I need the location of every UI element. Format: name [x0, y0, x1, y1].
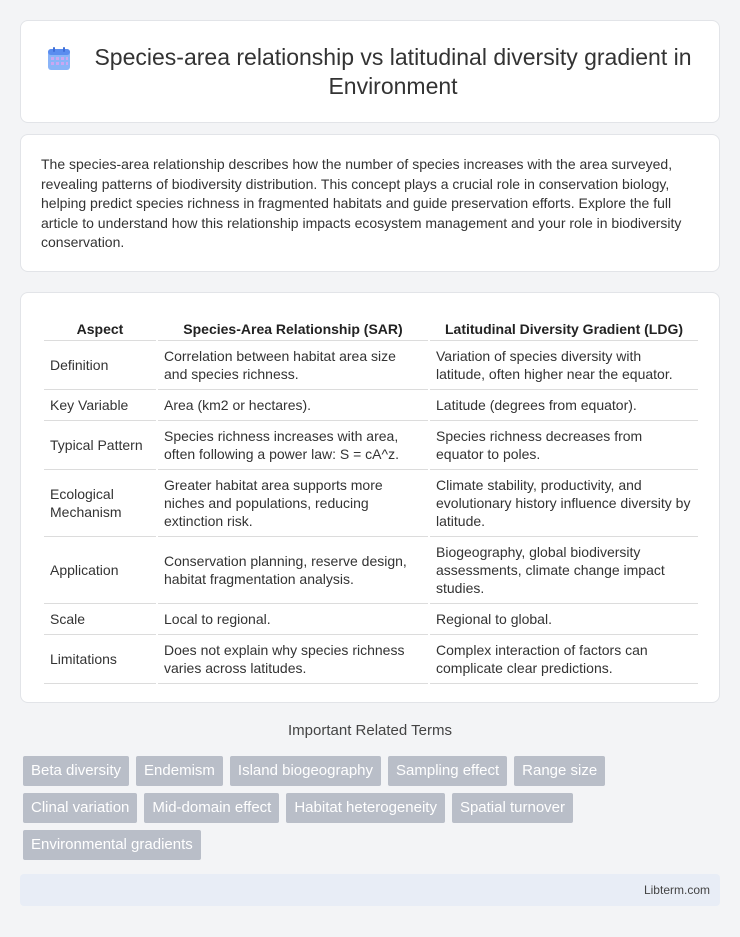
aspect-cell: Ecological Mechanism [44, 470, 156, 537]
tag-sampling-effect[interactable]: Sampling effect [388, 756, 507, 786]
table-row [44, 604, 698, 635]
calendar-icon [45, 45, 73, 73]
ldg-cell: Regional to global. [430, 604, 698, 635]
aspect-cell: Limitations [44, 635, 156, 684]
aspect-cell: Typical Pattern [44, 421, 156, 470]
sar-cell: Greater habitat area supports more niches and populations, reducing extinction risk. [158, 470, 428, 537]
aspect-cell: Scale [44, 604, 156, 635]
comparison-table [42, 313, 700, 684]
header-aspect: Aspect [44, 313, 156, 341]
tag-island-biogeography[interactable]: Island biogeography [230, 756, 381, 786]
aspect-cell: Key Variable [44, 390, 156, 421]
intro-paragraph: The species-area relationship describes how the number of species increases with the area surveyed, revealing patterns of biodiversity distribution. This concept plays a crucial role in conservation biology, helping predict species richness in fragmented habitats and guide preservation efforts. Explore the full article to understand how this relationship impacts ecosystem management and your role in biodiversity conservation. [41, 156, 682, 250]
ldg-cell: Biogeography, global biodiversity assessments, climate change impact studies. [430, 537, 698, 604]
table-row [44, 421, 698, 470]
ldg-cell: Latitude (degrees from equator). [430, 390, 698, 421]
tag-habitat-heterogeneity[interactable]: Habitat heterogeneity [286, 793, 445, 823]
table-row [44, 470, 698, 537]
aspect-cell: Application [44, 537, 156, 604]
comparison-card [20, 292, 720, 703]
related-terms-title: Important Related Terms [288, 722, 452, 739]
intro-card [20, 134, 720, 272]
title-card [20, 20, 720, 123]
table-header-row [44, 313, 698, 341]
tag-range-size[interactable]: Range size [514, 756, 605, 786]
tag-spatial-turnover[interactable]: Spatial turnover [452, 793, 573, 823]
sar-cell: Area (km2 or hectares). [158, 390, 428, 421]
footer-site-link[interactable]: Libterm.com [643, 883, 710, 897]
sar-cell: Correlation between habitat area size and species richness. [158, 341, 428, 390]
sar-cell: Local to regional. [158, 604, 428, 635]
footer [20, 874, 720, 906]
sar-cell: Does not explain why species richness varies across latitudes. [158, 635, 428, 684]
ldg-cell: Variation of species diversity with latitude, often higher near the equator. [430, 341, 698, 390]
sar-cell: Species richness increases with area, often following a power law: S = cA^z. [158, 421, 428, 470]
tag-mid-domain-effect[interactable]: Mid-domain effect [144, 793, 279, 823]
sar-cell: Conservation planning, reserve design, habitat fragmentation analysis. [158, 537, 428, 604]
table-row [44, 341, 698, 390]
header-ldg: Latitudinal Diversity Gradient (LDG) [430, 313, 698, 341]
table-row [44, 537, 698, 604]
ldg-cell: Climate stability, productivity, and evolutionary history influence diversity by latitude. [430, 470, 698, 537]
tag-clinal-variation[interactable]: Clinal variation [23, 793, 137, 823]
tag-endemism[interactable]: Endemism [136, 756, 223, 786]
tag-beta-diversity[interactable]: Beta diversity [23, 756, 129, 786]
ldg-cell: Complex interaction of factors can complicate clear predictions. [430, 635, 698, 684]
ldg-cell: Species richness decreases from equator to poles. [430, 421, 698, 470]
header-sar: Species-Area Relationship (SAR) [158, 313, 428, 341]
table-row [44, 635, 698, 684]
table-row [44, 390, 698, 421]
tag-environmental-gradients[interactable]: Environmental gradients [23, 830, 201, 860]
aspect-cell: Definition [44, 341, 156, 390]
related-terms-list [23, 756, 713, 860]
page-title: Species-area relationship vs latitudinal diversity gradient in Environment [94, 43, 692, 99]
